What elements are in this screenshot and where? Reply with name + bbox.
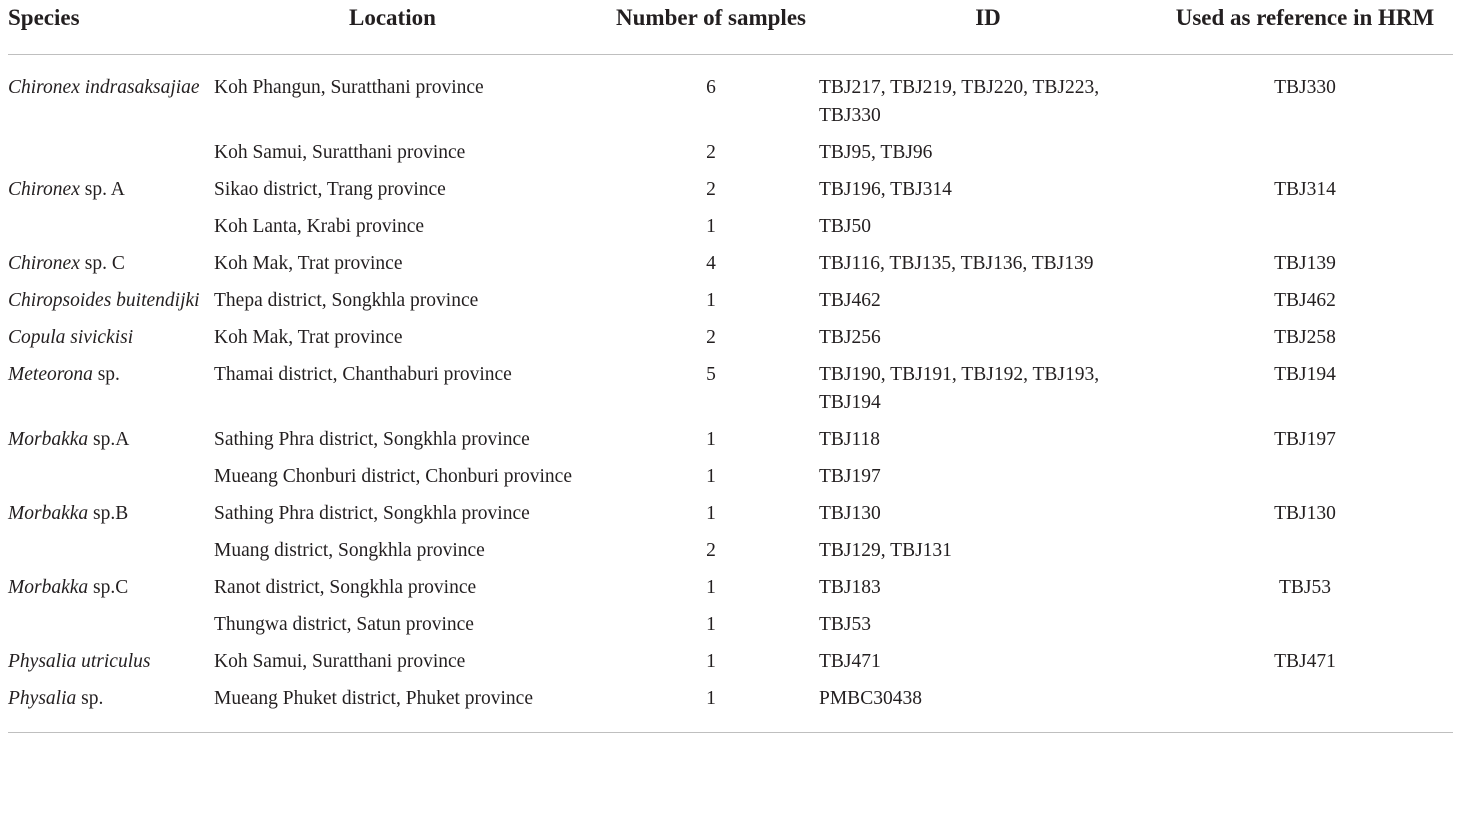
number-cell: 1 — [706, 651, 716, 672]
table-row — [8, 611, 1453, 648]
table-row — [8, 250, 1453, 287]
reference-cell: TBJ130 — [1274, 503, 1336, 524]
location-cell: Thepa district, Songkhla province — [214, 290, 479, 311]
location-cell: Thungwa district, Satun province — [214, 614, 474, 635]
species-cell — [8, 55, 214, 140]
id-cell: TBJ471 — [819, 651, 881, 672]
column-header-species: Species — [8, 4, 214, 55]
species-genus: Chironex — [8, 179, 80, 200]
id-cell: TBJ53 — [819, 614, 872, 635]
species-genus: Morbakka — [8, 503, 89, 524]
species-cell — [8, 324, 214, 361]
header-row — [8, 4, 1453, 55]
location-cell: Thamai district, Chanthaburi province — [214, 364, 512, 385]
species-cell — [8, 648, 214, 685]
id-cell: TBJ197 — [819, 466, 881, 487]
id-cell: TBJ256 — [819, 327, 881, 348]
column-header-reference: Used as reference in HRM — [1157, 4, 1453, 55]
id-cell: TBJ217, TBJ219, TBJ220, TBJ223, TBJ330 — [819, 77, 1100, 126]
species-cell — [8, 250, 214, 287]
species-cell — [8, 176, 214, 213]
location-cell: Koh Phangun, Suratthani province — [214, 77, 484, 98]
reference-cell: TBJ314 — [1274, 179, 1336, 200]
species-genus: Morbakka — [8, 577, 89, 598]
column-header-location: Location — [214, 4, 603, 55]
species-cell — [8, 213, 214, 250]
species-genus: Morbakka — [8, 429, 89, 450]
species-cell — [8, 361, 214, 426]
species-genus: Chironex — [8, 253, 80, 274]
species-genus: Meteorona — [8, 364, 93, 385]
location-cell: Koh Mak, Trat province — [214, 327, 403, 348]
id-cell: TBJ95, TBJ96 — [819, 142, 933, 163]
id-cell: TBJ118 — [819, 429, 881, 450]
number-cell: 1 — [706, 503, 716, 524]
table-row — [8, 500, 1453, 537]
number-cell: 2 — [706, 142, 716, 163]
species-cell — [8, 685, 214, 733]
id-cell: TBJ50 — [819, 216, 872, 237]
reference-cell: TBJ330 — [1274, 77, 1336, 98]
table-row — [8, 537, 1453, 574]
column-header-id: ID — [819, 4, 1157, 55]
column-header-number-of-samples: Number of samples — [603, 4, 819, 55]
id-cell: PMBC30438 — [819, 685, 1157, 733]
species-cell — [8, 426, 214, 463]
species-cell — [8, 611, 214, 648]
species-suffix: sp. A — [79, 179, 125, 200]
species-genus: Physalia utriculus — [8, 651, 151, 672]
reference-cell — [1157, 139, 1453, 176]
number-cell: 4 — [706, 253, 716, 274]
species-genus: Chiropsoides buitendijki — [8, 290, 200, 311]
reference-cell: TBJ53 — [1278, 577, 1331, 598]
number-cell: 1 — [706, 216, 716, 237]
table-row — [8, 426, 1453, 463]
location-cell: Mueang Chonburi district, Chonburi province — [214, 466, 572, 487]
id-cell: TBJ129, TBJ131 — [819, 540, 952, 561]
species-suffix: sp. C — [79, 253, 125, 274]
species-genus: Copula sivickisi — [8, 327, 134, 348]
reference-cell: TBJ462 — [1274, 290, 1336, 311]
table-row — [8, 361, 1453, 426]
table-row — [8, 55, 1453, 140]
table-row — [8, 463, 1453, 500]
species-suffix: sp.B — [88, 503, 129, 524]
location-cell: Koh Samui, Suratthani province — [214, 651, 466, 672]
species-genus: Physalia — [8, 688, 77, 709]
id-cell: TBJ190, TBJ191, TBJ192, TBJ193, TBJ194 — [819, 364, 1100, 413]
number-cell: 2 — [706, 327, 716, 348]
number-cell: 6 — [706, 77, 716, 98]
id-cell: TBJ130 — [819, 503, 881, 524]
species-suffix: sp.C — [88, 577, 129, 598]
species-suffix: sp. — [92, 364, 120, 385]
table-row — [8, 176, 1453, 213]
species-cell — [8, 139, 214, 176]
species-cell — [8, 463, 214, 500]
reference-cell — [1157, 213, 1453, 250]
number-cell: 1 — [706, 290, 716, 311]
location-cell: Sathing Phra district, Songkhla province — [214, 503, 530, 524]
number-cell: 1 — [706, 577, 716, 598]
reference-cell: TBJ139 — [1274, 253, 1336, 274]
species-cell — [8, 500, 214, 537]
species-suffix: sp.A — [88, 429, 130, 450]
location-cell: Ranot district, Songkhla province — [214, 577, 477, 598]
number-cell: 1 — [603, 685, 819, 733]
id-cell: TBJ183 — [819, 577, 881, 598]
location-cell: Koh Lanta, Krabi province — [214, 216, 425, 237]
reference-cell: TBJ194 — [1274, 364, 1336, 385]
species-cell — [8, 287, 214, 324]
table-body — [8, 55, 1453, 733]
table-row — [8, 574, 1453, 611]
location-cell: Koh Samui, Suratthani province — [214, 142, 466, 163]
reference-cell: TBJ471 — [1274, 651, 1336, 672]
id-cell: TBJ196, TBJ314 — [819, 179, 952, 200]
location-cell: Mueang Phuket district, Phuket province — [214, 685, 603, 733]
reference-cell — [1157, 537, 1453, 574]
number-cell: 2 — [706, 540, 716, 561]
reference-cell — [1157, 685, 1453, 733]
reference-cell — [1157, 463, 1453, 500]
table-row — [8, 324, 1453, 361]
id-cell: TBJ116, TBJ135, TBJ136, TBJ139 — [819, 253, 1094, 274]
species-genus: Chironex indrasaksajiae — [8, 77, 200, 98]
species-suffix: sp. — [76, 688, 104, 709]
samples-table — [8, 4, 1453, 733]
location-cell: Koh Mak, Trat province — [214, 253, 403, 274]
location-cell: Sathing Phra district, Songkhla province — [214, 429, 530, 450]
reference-cell: TBJ197 — [1274, 429, 1336, 450]
table-row — [8, 139, 1453, 176]
reference-cell — [1157, 611, 1453, 648]
number-cell: 1 — [706, 466, 716, 487]
species-cell — [8, 537, 214, 574]
table-row — [8, 685, 1453, 733]
table-row — [8, 213, 1453, 250]
number-cell: 1 — [706, 614, 716, 635]
number-cell: 5 — [706, 364, 716, 385]
number-cell: 1 — [706, 429, 716, 450]
reference-cell: TBJ258 — [1274, 327, 1336, 348]
species-cell — [8, 574, 214, 611]
number-cell: 2 — [706, 179, 716, 200]
table-row — [8, 648, 1453, 685]
id-cell: TBJ462 — [819, 290, 881, 311]
table-row — [8, 287, 1453, 324]
location-cell: Sikao district, Trang province — [214, 179, 446, 200]
location-cell: Muang district, Songkhla province — [214, 540, 485, 561]
